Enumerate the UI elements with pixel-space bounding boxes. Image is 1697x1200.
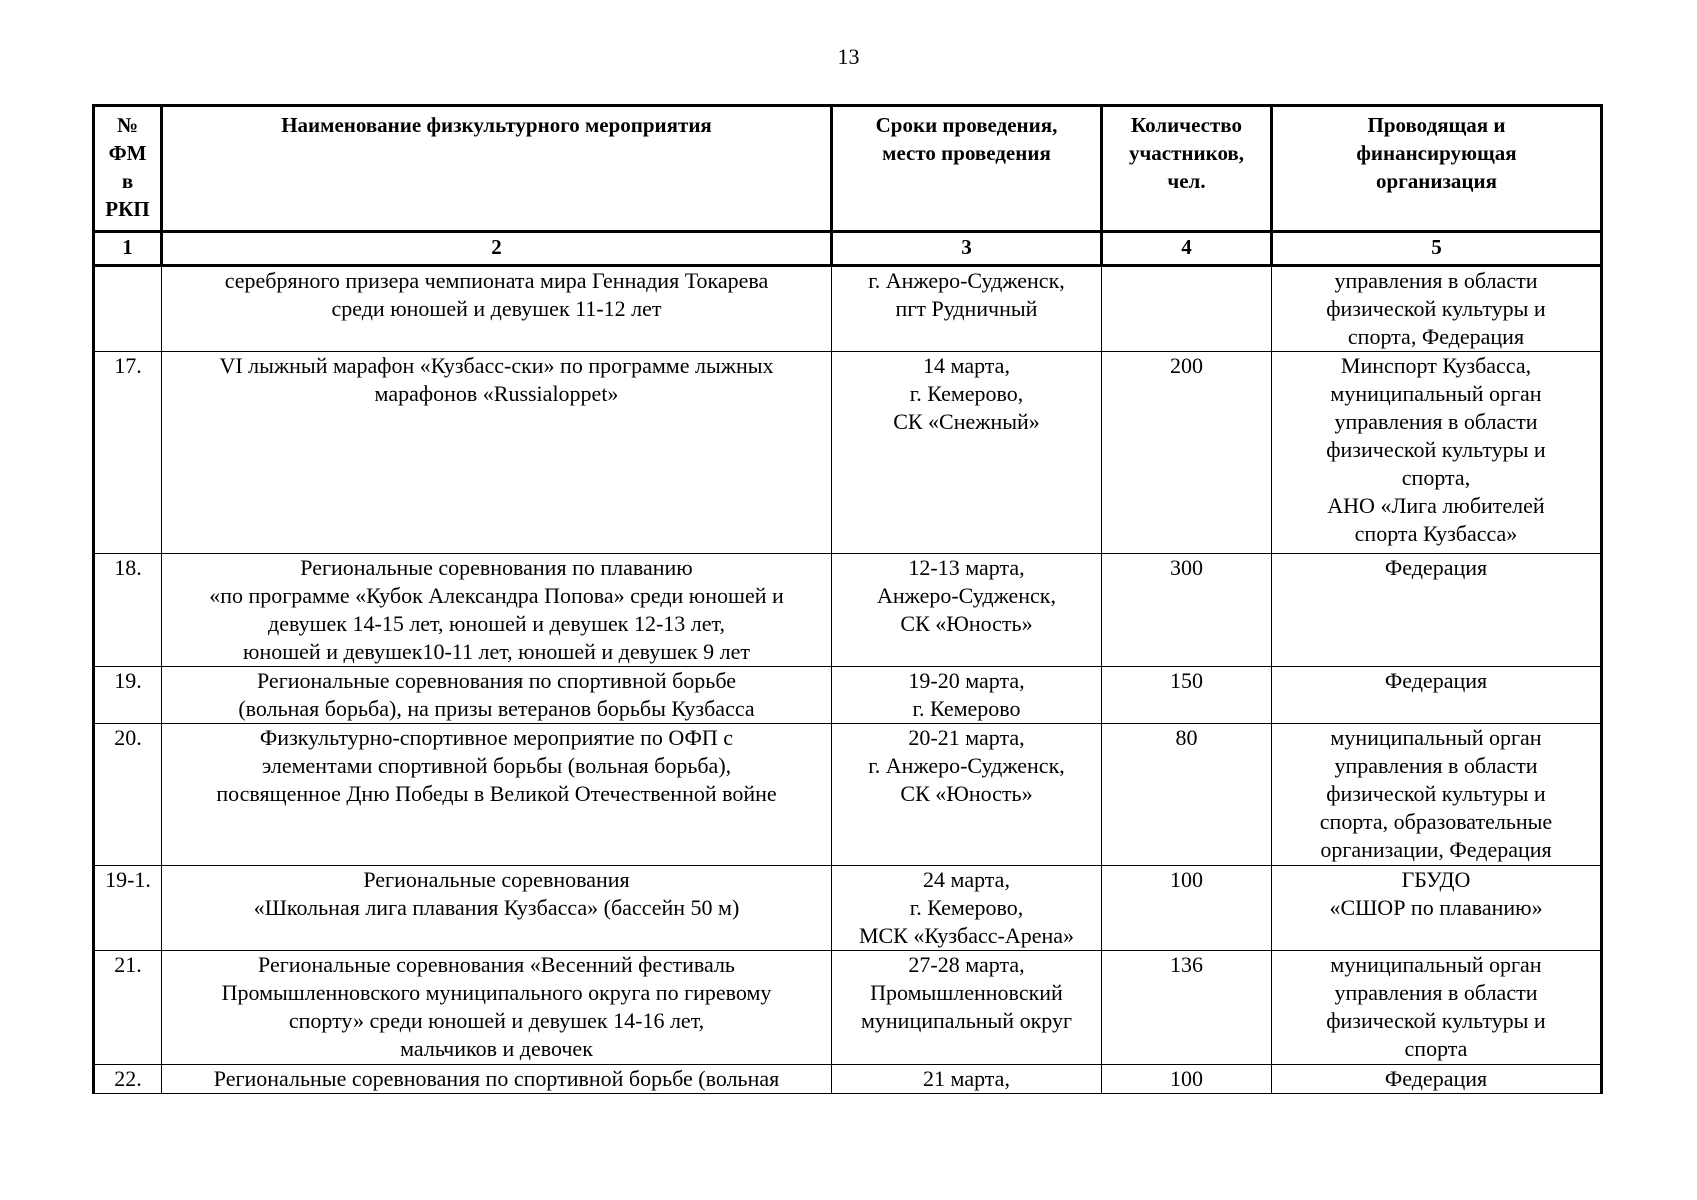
row-organization: муниципальный орган управления в области физической культуры и спорта — [1272, 951, 1602, 1065]
row-date-place: 12-13 марта, Анжеро-Судженск, СК «Юность» — [832, 554, 1102, 667]
row-organization: Федерация — [1272, 667, 1602, 724]
header-date-place: Сроки проведения, место проведения — [832, 106, 1102, 232]
row-participants: 150 — [1102, 667, 1272, 724]
column-number: 3 — [832, 232, 1102, 266]
row-organization: Федерация — [1272, 1065, 1602, 1094]
column-number: 2 — [162, 232, 832, 266]
table-row — [94, 724, 1602, 866]
table-row — [94, 1065, 1602, 1094]
page-number: 13 — [837, 44, 860, 69]
row-event-name: Региональные соревнования по плаванию «по программе «Кубок Александра Попова» среди юношей и девушек 14-15 лет, юношей и девушек 12-13 лет, юношей и девушек10-11 лет, юношей и девушек 9 лет — [162, 554, 832, 667]
table-header-row — [94, 106, 1602, 232]
column-number: 5 — [1272, 232, 1602, 266]
column-number: 1 — [94, 232, 162, 266]
row-organization: Федерация — [1272, 554, 1602, 667]
row-event-name: Региональные соревнования «Весенний фестиваль Промышленновского муниципального округа по гиревому спорту» среди юношей и девушек 14-16 лет, мальчиков и девочек — [162, 951, 832, 1065]
row-date-place: 24 марта, г. Кемерово, МСК «Кузбасс-Арена» — [832, 866, 1102, 951]
row-event-name: серебряного призера чемпионата мира Геннадия Токарева среди юношей и девушек 11-12 лет — [162, 266, 832, 352]
column-number: 4 — [1102, 232, 1272, 266]
row-event-name: Региональные соревнования по спортивной борьбе (вольная борьба), на призы ветеранов борьбы Кузбасса — [162, 667, 832, 724]
row-date-place: 19-20 марта, г. Кемерово — [832, 667, 1102, 724]
table-row — [94, 352, 1602, 554]
row-number: 18. — [94, 554, 162, 667]
row-date-place: 27-28 марта, Промышленновский муниципальный округ — [832, 951, 1102, 1065]
row-participants: 100 — [1102, 866, 1272, 951]
row-participants: 80 — [1102, 724, 1272, 866]
row-number: 19. — [94, 667, 162, 724]
row-number — [94, 266, 162, 352]
table-row — [94, 554, 1602, 667]
row-participants: 136 — [1102, 951, 1272, 1065]
row-number: 21. — [94, 951, 162, 1065]
row-organization: ГБУДО «СШОР по плаванию» — [1272, 866, 1602, 951]
row-event-name: Региональные соревнования по спортивной борьбе (вольная — [162, 1065, 832, 1094]
row-date-place: 20-21 марта, г. Анжеро-Судженск, СК «Юность» — [832, 724, 1102, 866]
row-number: 22. — [94, 1065, 162, 1094]
header-event-name: Наименование физкультурного мероприятия — [162, 106, 832, 232]
events-table — [92, 104, 1603, 1094]
row-organization: Минспорт Кузбасса, муниципальный орган управления в области физической культуры и спорта, АНО «Лига любителей спорта Кузбасса» — [1272, 352, 1602, 554]
row-date-place: 21 марта, — [832, 1065, 1102, 1094]
row-participants: 300 — [1102, 554, 1272, 667]
header-participants: Количество участников, чел. — [1102, 106, 1272, 232]
header-number: № ФМ в РКП — [94, 106, 162, 232]
row-number: 19-1. — [94, 866, 162, 951]
row-participants: 100 — [1102, 1065, 1272, 1094]
row-number: 17. — [94, 352, 162, 554]
row-organization: управления в области физической культуры и спорта, Федерация — [1272, 266, 1602, 352]
table-row — [94, 951, 1602, 1065]
table-row — [94, 266, 1602, 352]
row-participants — [1102, 266, 1272, 352]
row-event-name: VI лыжный марафон «Кузбасс-ски» по программе лыжных марафонов «Russialoppet» — [162, 352, 832, 554]
row-date-place: 14 марта, г. Кемерово, СК «Снежный» — [832, 352, 1102, 554]
row-event-name: Физкультурно-спортивное мероприятие по ОФП с элементами спортивной борьбы (вольная борьба), посвященное Дню Победы в Великой Отечественной войне — [162, 724, 832, 866]
row-organization: муниципальный орган управления в области физической культуры и спорта, образовательные организации, Федерация — [1272, 724, 1602, 866]
table-row — [94, 866, 1602, 951]
table-row — [94, 667, 1602, 724]
header-organization: Проводящая и финансирующая организация — [1272, 106, 1602, 232]
row-event-name: Региональные соревнования «Школьная лига плавания Кузбасса» (бассейн 50 м) — [162, 866, 832, 951]
row-date-place: г. Анжеро-Судженск, пгт Рудничный — [832, 266, 1102, 352]
column-numbers-row — [94, 232, 1602, 266]
row-number: 20. — [94, 724, 162, 866]
row-participants: 200 — [1102, 352, 1272, 554]
